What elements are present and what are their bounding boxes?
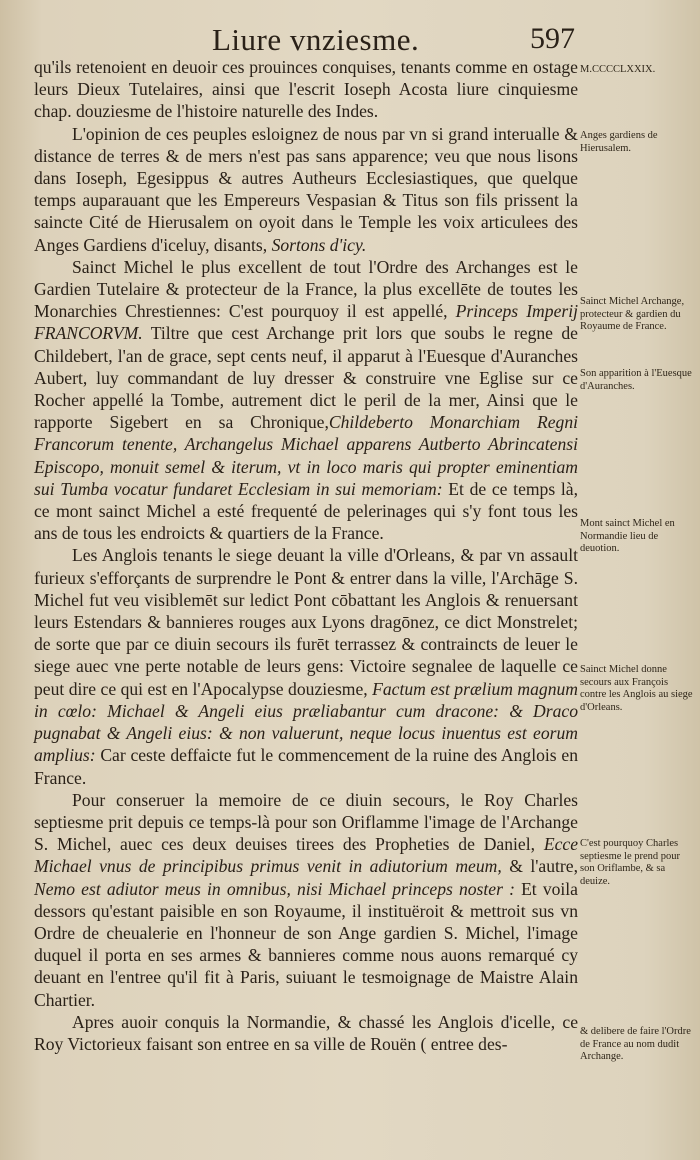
marginal-note-ordre: & delibere de faire l'Ordre de France au nom dudit Archange. bbox=[580, 1026, 691, 1062]
marginal-note-orleans: Sainct Michel donne secours aux François contre les Anglois au siege d'Orleans. bbox=[580, 664, 693, 713]
paragraph-5-end: Et voila dessors qu'estant paisible en son Royaume, il instituëroit & mettroit sus vn Ordre de cheualerie en l'honneur de son Ange gardien S. Michel, l'image duquel il porta en ses armes & bannieres comme nous auons remarqué cy deuant en l'entree qu'il fit à Paris, suiuant le tesmoignage de Maistre Alain Chartier. bbox=[34, 878, 578, 1010]
marginal-note-date: M.CCCCLXXIX. bbox=[580, 64, 656, 75]
paragraph-3-continued: Tiltre que cest Archange prit lors que soubs le regne de Childebert, l'an de grace, sept cents neuf, il apparut à l'Euesque d'Auranches Aubert, luy commandant de luy dresser & construire vne Eglise sur ce Rocher appellé la Tombe, autrement dict le peril de la mer, Ainsi que le rapporte Sigebert en sa Chronique, bbox=[34, 323, 578, 433]
paragraph-4-end: Car ceste deffaicte fut le commencement de la ruine des Anglois en France. bbox=[34, 745, 578, 788]
quote-daniel-2: Nemo est adiutor meus in omnibus, nisi Michael princeps noster : bbox=[34, 878, 515, 899]
paragraph-5-text: Pour conseruer la memoire de ce diuin secours, le Roy Charles septiesme prit depuis ce temps-là pour son Oriflamme l'image de l'Archange S. Michel, auec ces deux deuises tirees des Propheties de Daniel, bbox=[34, 789, 578, 855]
quote-apocalypse: Factum est prælium magnum in cœlo: Michael & Angeli eius præliabantur cum dracone: & Draco pugnabat & Angeli eius: & non valuerunt, neque locus inuentus est eorum amplius: bbox=[34, 678, 578, 766]
paragraph-2 bbox=[34, 123, 578, 256]
paragraph-3-text: Sainct Michel le plus excellent de tout l'Ordre des Archanges est le Gardien Tutelaire & protecteur de la France, la plus excellēte de toutes les Monarchies Chrestiennes: C'est pourquoy il est appellé, bbox=[34, 256, 578, 322]
marginal-note-oriflambe: C'est pourquoy Charles septiesme le prend pour son Oriflambe, & sa deuize. bbox=[580, 838, 681, 887]
paragraph-2-text: L'opinion de ces peuples esloignez de nous par vn si grand interualle & distance de terres & de mers n'est pas sans apparence; veu que nous lisons dans Ioseph, Egesippus & autres Autheurs Ecclesiastiques, que quelque temps auparauant que les Empereurs Vespasian & Titus son fils prissent la saincte Cité de Hierusalem on oyoit dans le Temple les voix articulees des Anges Gardiens d'iceluy, disants, bbox=[34, 123, 578, 255]
marginal-note-protecteur: Sainct Michel Archange, protecteur & gardien du Royaume de France. bbox=[580, 296, 685, 332]
paragraph-1-text: qu'ils retenoient en deuoir ces prouinces conquises, tenants comme en ostage leurs Dieux Tutelaires, ainsi que l'escrit Ioseph Acosta liure cinquiesme chap. douziesme de l'histoire naturelle des Indes. bbox=[34, 57, 578, 122]
quote-sigebert: Childeberto Monarchiam Regni Francorum tenente, Archangelus Michael apparens Autberto Abrincatensi Episcopo, monuit semel & iterum, vt in loco maris qui propter eminentiam sui Tumba vocatur fundaret Ecclesiam in sui memoriam: bbox=[34, 412, 578, 499]
running-header bbox=[0, 20, 700, 60]
paragraph-6-text: Apres auoir conquis la Normandie, & chassé les Anglois d'icelle, ce Roy Victorieux faisant son entree en sa ville de Rouën ( entree des- bbox=[34, 1011, 578, 1054]
quote-daniel-1: Ecce Michael vnus de principibus primus venit in adiutorium meum, bbox=[34, 834, 579, 877]
paragraph-4-text: Les Anglois tenants le siege deuant la ville d'Orleans, & par vn assault furieux s'efforçants de surprendre le Pont & entrer dans la ville, l'Archāge S. Michel fut veu visiblemēt sur ledict Pont cōbattant les Anglois & renuersant leurs Estendars & bannieres rouges aux Lyons dragōnez, ce dict Monstrelet; de sorte que par ce diuin secours ils furēt terrassez & contraincts de leuer le siege auec vne perte notable de leurs gens: Victoire segnalee de laquelle ce peut dire ce qui est en l'Apocalypse douziesme, bbox=[34, 545, 578, 699]
quote-princeps: Princeps Imperij FRANCORVM. bbox=[34, 301, 578, 344]
paragraph-1 bbox=[34, 56, 578, 123]
paragraph-4 bbox=[34, 544, 578, 788]
paragraph-5 bbox=[34, 789, 578, 1011]
paragraph-5-mid: & l'autre, bbox=[509, 856, 578, 877]
page-number: 597 bbox=[530, 22, 575, 55]
paragraph-6 bbox=[34, 1011, 578, 1055]
quote-sortons: Sortons d'icy. bbox=[271, 234, 367, 255]
running-title: Liure vnziesme. bbox=[212, 22, 420, 57]
marginal-note-anges-gardiens: Anges gardiens de Hierusalem. bbox=[580, 130, 658, 154]
paragraph-3 bbox=[34, 256, 578, 545]
marginal-note-mont-saint-michel: Mont sainct Michel en Normandie lieu de deuotion. bbox=[580, 518, 675, 554]
paragraph-3-end: Et de ce temps là, ce mont sainct Michel a esté frequenté de pelerinages qui s'y font tous les ans de tous les endroicts & quartiers de la France. bbox=[34, 478, 578, 544]
main-text-column bbox=[34, 56, 578, 1055]
marginal-note-apparition: Son apparition à l'Euesque d'Auranches. bbox=[580, 368, 692, 392]
